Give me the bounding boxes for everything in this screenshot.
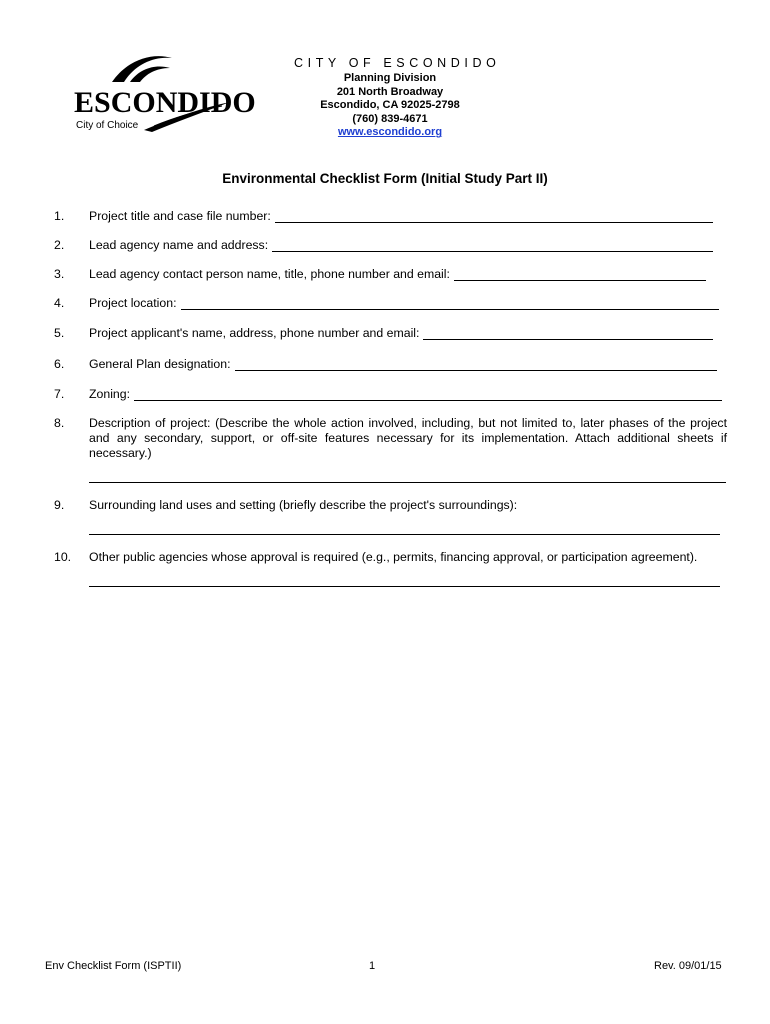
item-label: Project location: xyxy=(89,296,177,310)
lead-agency-field[interactable] xyxy=(272,239,713,252)
item-label: Zoning: xyxy=(89,387,131,401)
letterhead xyxy=(290,56,501,140)
other-agencies-field[interactable] xyxy=(89,586,720,587)
item-label: General Plan designation: xyxy=(89,357,231,371)
applicant-field[interactable] xyxy=(423,327,713,340)
street-address: 201 North Broadway xyxy=(336,85,444,98)
footer-revision: Rev. 09/01/15 xyxy=(654,960,722,972)
city-state-zip: Escondido, CA 92025-2798 xyxy=(320,99,460,112)
item-8-label: Description of project: (Describe the whole action involved, including, but not limited to, later phases of the project and any secondary, support, or off-site features necessary for its implementation. Attach additional sheets if necessary.) xyxy=(89,416,727,460)
item-number: 5. xyxy=(54,326,65,340)
item-number: 2. xyxy=(54,238,65,252)
project-title-field[interactable] xyxy=(275,210,713,223)
website-link[interactable]: www.escondido.org xyxy=(337,126,443,139)
city-name: CITY OF ESCONDIDO xyxy=(294,56,501,70)
item-label: Project applicant's name, address, phone number and email: xyxy=(89,326,420,340)
project-description-field[interactable] xyxy=(89,482,726,483)
item-number: 6. xyxy=(54,357,65,371)
form-title: Environmental Checklist Form (Initial Study Part II) xyxy=(222,171,548,186)
zoning-field[interactable] xyxy=(134,388,722,401)
surrounding-land-uses-field[interactable] xyxy=(89,534,720,535)
logo-tagline: City of Choice xyxy=(76,120,139,131)
item-label: Project title and case file number: xyxy=(89,209,271,223)
general-plan-field[interactable] xyxy=(235,358,717,371)
item-label: Other public agencies whose approval is required (e.g., permits, financing approval, or participation agreement). xyxy=(89,550,698,564)
footer-page-number: 1 xyxy=(369,960,376,972)
item-number: 8. xyxy=(54,416,65,430)
item-number: 9. xyxy=(54,498,65,512)
item-number: 4. xyxy=(54,296,65,310)
escondido-logo-graphic xyxy=(72,52,256,134)
item-number: 3. xyxy=(54,267,65,281)
project-location-field[interactable] xyxy=(181,297,719,310)
item-label: Lead agency name and address: xyxy=(89,238,269,252)
address-block xyxy=(290,72,490,140)
item-number: 10. xyxy=(54,550,72,564)
division: Planning Division xyxy=(343,72,437,84)
footer-form-name: Env Checklist Form (ISPTII) xyxy=(45,960,182,972)
item-label: Lead agency contact person name, title, phone number and email: xyxy=(89,267,450,281)
contact-person-field[interactable] xyxy=(454,268,706,281)
escondido-logo xyxy=(72,52,256,134)
phone-number: (760) 839-4671 xyxy=(352,112,428,125)
item-label: Surrounding land uses and setting (briefly describe the project's surroundings): xyxy=(89,498,518,512)
logo-wordmark: ESCONDIDO xyxy=(74,86,256,119)
item-number: 7. xyxy=(54,387,65,401)
item-number: 1. xyxy=(54,209,65,223)
